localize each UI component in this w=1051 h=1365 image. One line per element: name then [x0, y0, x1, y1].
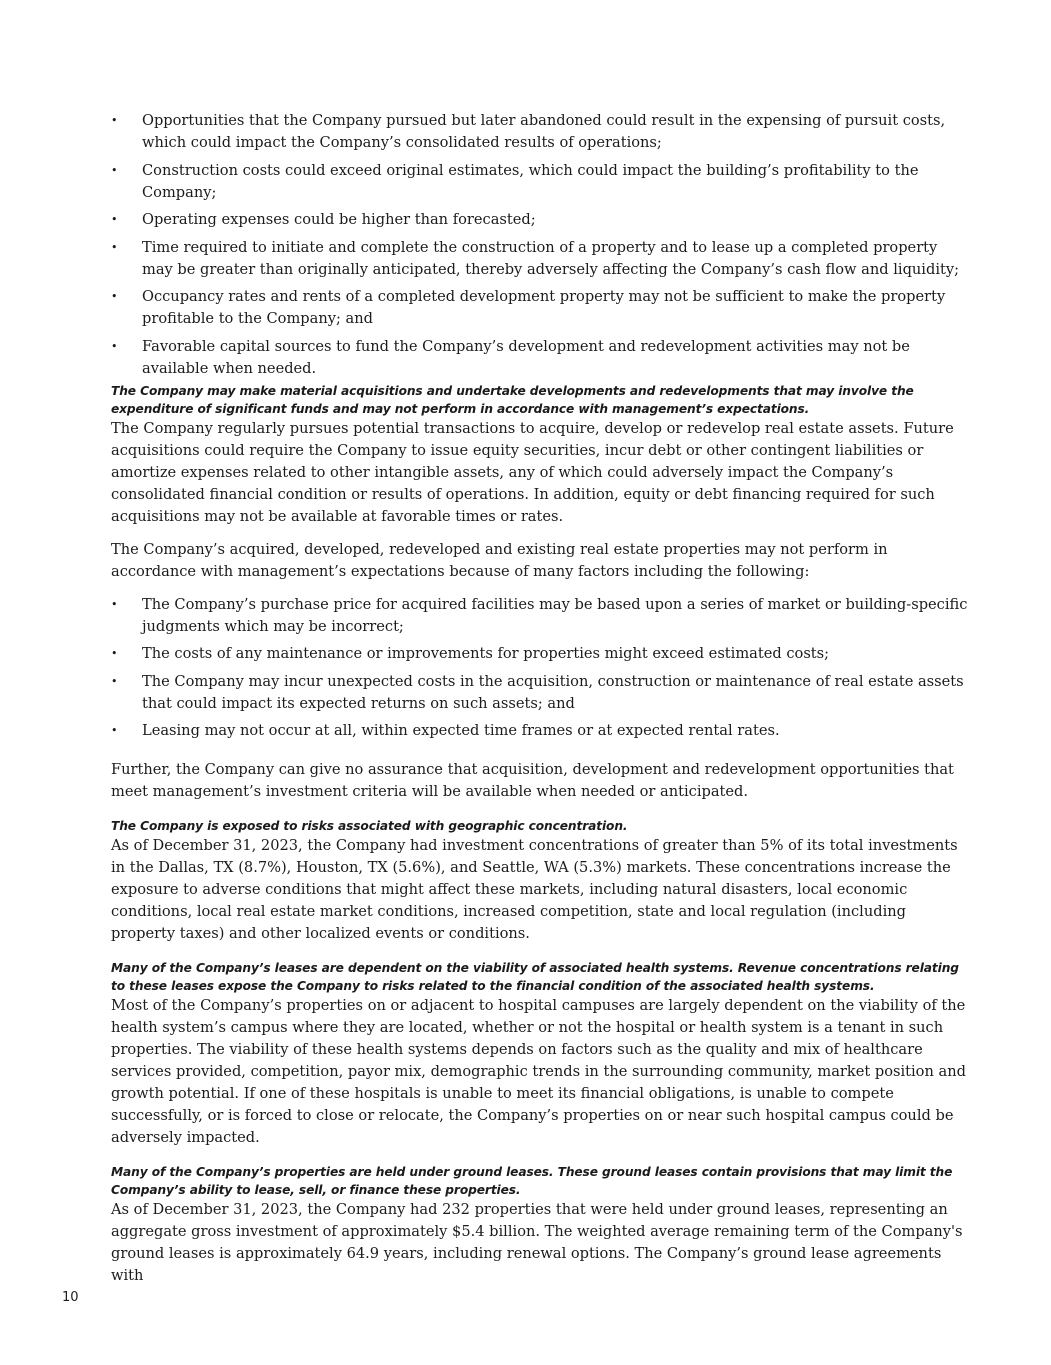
bullet-list-development-risks	[111, 110, 969, 380]
list-item: • The Company’s purchase price for acquired facilities may be based upon a series of market or building-specific judgments which may be incorrect;	[111, 595, 968, 635]
section-heading-acquisitions: The Company may make material acquisitions and undertake developments and redevelopments that may involve the expenditure of significant funds and may not perform in accordance with management’s expectations.	[111, 383, 914, 416]
page-number: 10	[62, 1290, 79, 1305]
bullet-icon: •	[111, 647, 118, 660]
bullet-icon: •	[111, 240, 118, 254]
list-item: • Favorable capital sources to fund the Company’s development and redevelopment activities may not be available when needed.	[111, 337, 910, 377]
document-body	[111, 110, 969, 1287]
list-item: • Occupancy rates and rents of a completed development property may not be sufficient to make the property profitable to the Company; and	[111, 288, 946, 327]
section-heading-ground-leases: Many of the Company’s properties are held under ground leases. These ground leases contain provisions that may limit the Company’s ability to lease, sell, or finance these properties.	[111, 1164, 953, 1197]
list-item: • Time required to initiate and complete the construction of a property and to lease up a completed property may be greater than originally anticipated, thereby adversely affecting the Company’s cash flow and liquidity;	[111, 238, 960, 278]
paragraph: Further, the Company can give no assurance that acquisition, development and redevelopment opportunities that meet management’s investment criteria will be available when needed or anticipated.	[111, 760, 954, 800]
bullet-icon: •	[111, 163, 118, 177]
list-item: • Leasing may not occur at all, within expected time frames or at expected rental rates.	[111, 720, 969, 742]
section-heading-geographic: The Company is exposed to risks associated with geographic concentration.	[111, 818, 628, 833]
bullet-icon: •	[111, 724, 118, 737]
paragraph: The Company’s acquired, developed, redeveloped and existing real estate properties may not perform in accordance with management’s expectations because of many factors including the following:	[111, 540, 888, 580]
paragraph: Most of the Company’s properties on or adjacent to hospital campuses are largely dependent on the viability of the health system’s campus where they are located, whether or not the hospital or health system is a tenant in such properties. The viability of these health systems depends on factors such as the quality and mix of healthcare services provided, competition, payor mix, demographic trends in the surrounding community, market position and growth potential. If one of these hospitals is unable to meet its financial obligations, is unable to compete successfully, or is forced to close or relocate, the Company’s properties on or near such hospital campus could be adversely impacted.	[111, 996, 966, 1146]
section-heading-health-systems: Many of the Company’s leases are dependent on the viability of associated health systems. Revenue concentrations relating to these leases expose the Company to risks related to the financial condition of the associated health systems.	[111, 960, 959, 993]
paragraph: The Company regularly pursues potential transactions to acquire, develop or redevelop real estate assets. Future acquisitions could require the Company to issue equity securities, incur debt or other contingent liabilities or amortize expenses related to other intangible assets, any of which could adversely impact the Company’s consolidated financial condition or results of operations. In addition, equity or debt financing required for such acquisitions may not be available at favorable times or rates.	[111, 419, 954, 525]
bullet-icon: •	[111, 339, 118, 353]
list-item: • The Company may incur unexpected costs in the acquisition, construction or maintenance of real estate assets that could impact its expected returns on such assets; and	[111, 672, 964, 712]
paragraph: As of December 31, 2023, the Company had investment concentrations of greater than 5% of its total investments in the Dallas, TX (8.7%), Houston, TX (5.6%), and Seattle, WA (5.3%) markets. These concentrations increase the exposure to adverse conditions that might affect these markets, including natural disasters, local economic conditions, local real estate market conditions, increased competition, state and local regulation (including property taxes) and other localized events or conditions.	[111, 836, 958, 942]
bullet-icon: •	[111, 597, 118, 611]
paragraph: As of December 31, 2023, the Company had 232 properties that were held under ground leases, representing an aggregate gross investment of approximately $5.4 billion. The weighted average remaining term of the Company's ground leases is approximately 64.9 years, including renewal options. The Company’s ground lease agreements with	[111, 1200, 963, 1284]
list-item: • Opportunities that the Company pursued but later abandoned could result in the expensing of pursuit costs, which could impact the Company’s consolidated results of operations;	[111, 112, 946, 151]
bullet-icon: •	[111, 674, 118, 688]
list-item: • Operating expenses could be higher than forecasted;	[111, 209, 969, 231]
list-item: • Construction costs could exceed original estimates, which could impact the building’s profitability to the Company;	[111, 161, 919, 201]
bullet-list-performance-factors	[111, 594, 969, 743]
list-item: • The costs of any maintenance or improvements for properties might exceed estimated costs;	[111, 643, 969, 665]
bullet-icon: •	[111, 114, 118, 127]
bullet-icon: •	[111, 213, 118, 226]
bullet-icon: •	[111, 290, 118, 303]
